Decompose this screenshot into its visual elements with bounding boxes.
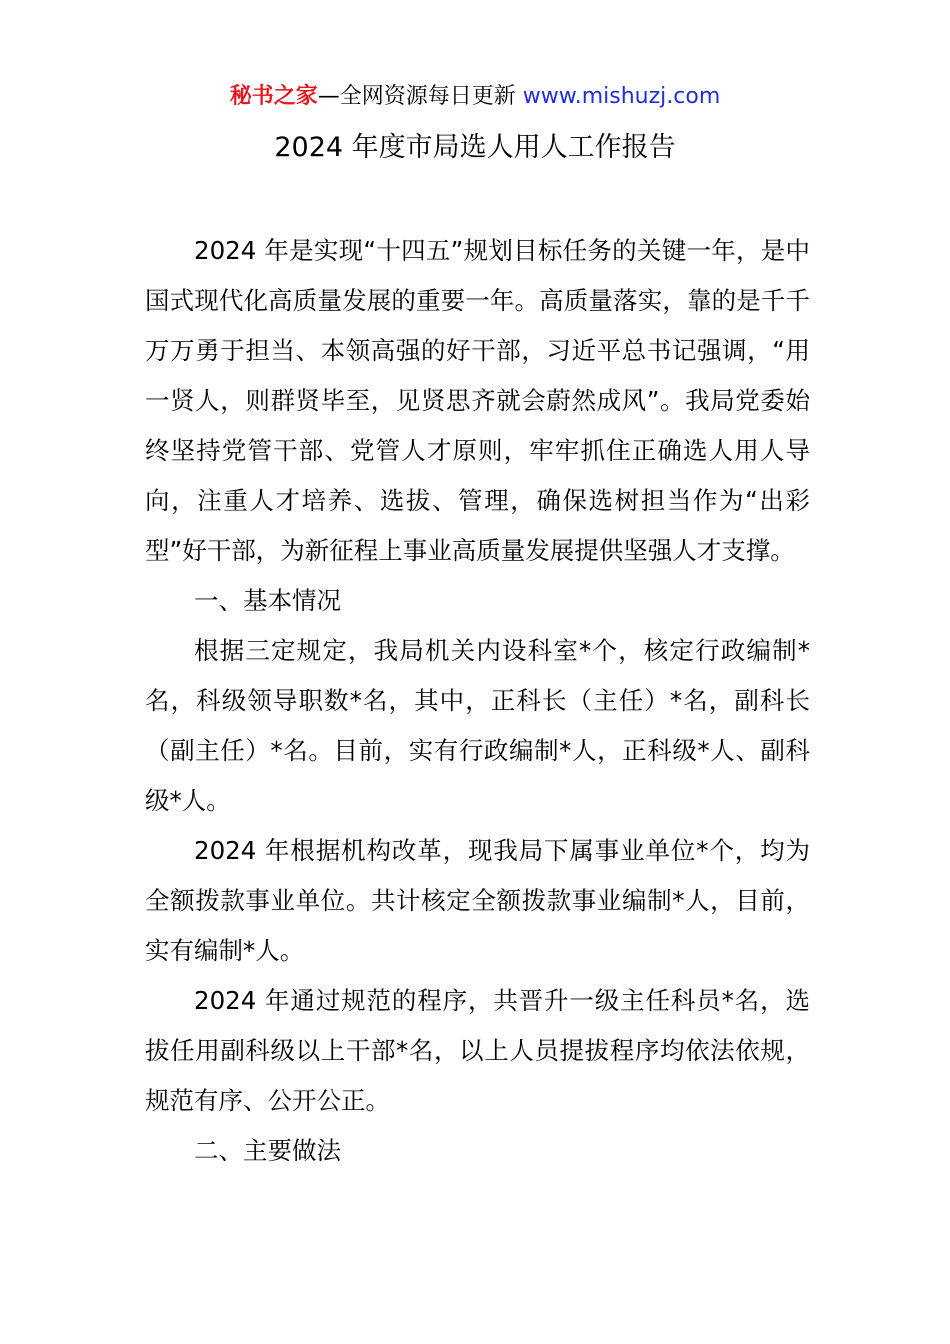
- site-url-link[interactable]: www.mishuzj.com: [522, 84, 721, 109]
- paragraph-promotions: 2024 年通过规范的程序，共晋升一级主任科员*名，选拔任用副科级以上干部*名，以上人员提拔程序均依法依规，规范有序、公开公正。: [145, 986, 810, 1115]
- site-header: [0, 82, 950, 112]
- paragraph-staffing: 根据三定规定，我局机关内设科室*个，核定行政编制*名，科级领导职数*名，其中，正科长（主任）*名，副科长（副主任）*名。目前，实有行政编制*人，正科级*人、副科级*人。: [145, 636, 810, 815]
- document-title: 2024 年度市局选人用人工作报告: [274, 132, 676, 163]
- intro-paragraph: 2024 年是实现“十四五”规划目标任务的关键一年，是中国式现代化高质量发展的重要一年。高质量落实，靠的是千千万万勇于担当、本领高强的好干部，习近平总书记强调，“用一贤人，则群贤毕至，见贤思齐就会蔚然成风”。我局党委始终坚持党管干部、党管人才原则，牢牢抓住正确选人用人导向，注重人才培养、选拔、管理，确保选树担当作为“出彩型”好干部，为新征程上事业高质量发展提供坚强人才支撑。: [145, 236, 810, 565]
- section-heading-practices: 二、主要做法: [194, 1136, 341, 1165]
- section-heading-basic: 一、基本情况: [194, 586, 341, 615]
- site-brand: 秘书之家: [229, 84, 318, 109]
- document-body: [145, 226, 810, 1176]
- paragraph-institutions: 2024 年根据机构改革，现我局下属事业单位*个，均为全额拨款事业单位。共计核定全额拨款事业编制*人，目前，实有编制*人。: [145, 836, 810, 965]
- site-tagline: —全网资源每日更新: [317, 84, 523, 109]
